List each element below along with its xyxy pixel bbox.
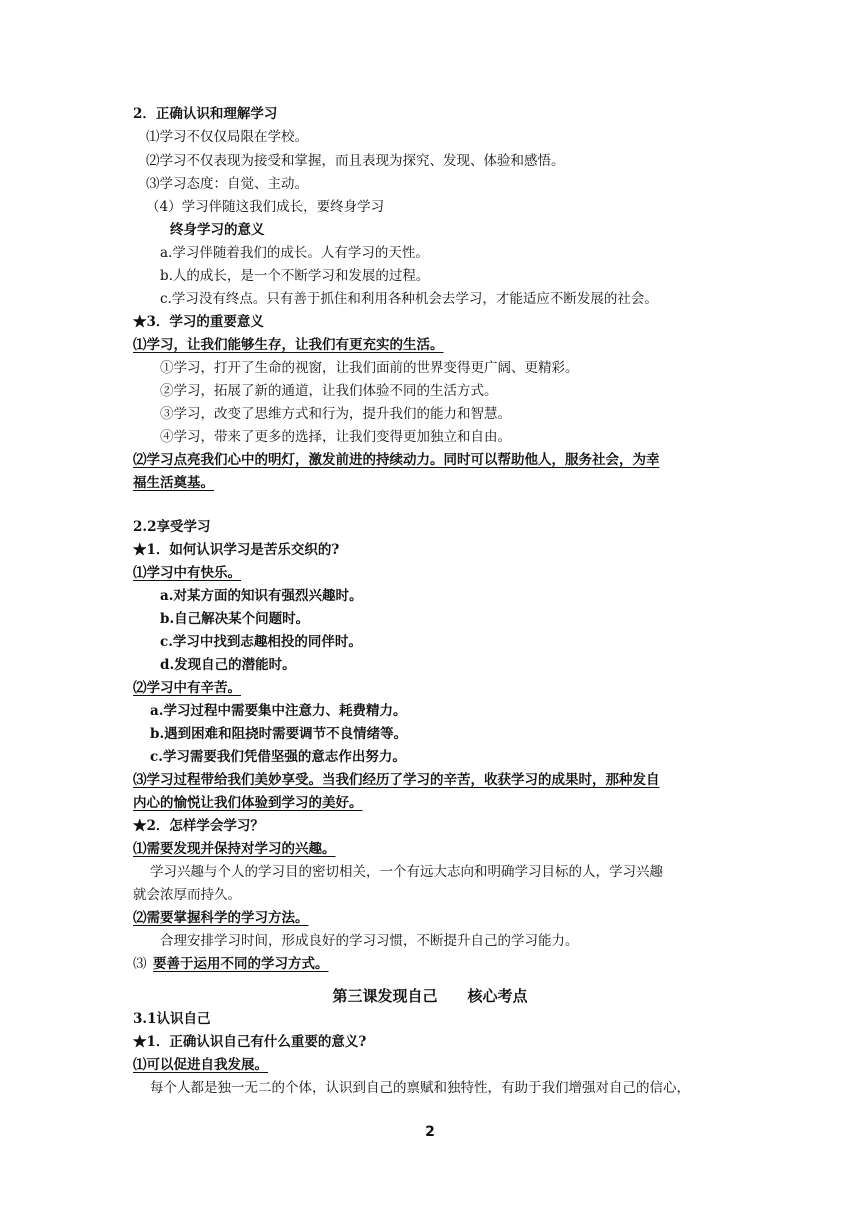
text-line: ①学习，打开了生命的视窗，让我们面前的世界变得更广阔、更精彩。: [160, 360, 579, 376]
text-line: ④学习，带来了更多的选择，让我们变得更加独立和自由。: [160, 429, 511, 445]
text-line: c.学习中找到志趣相投的同伴时。: [160, 634, 362, 650]
sub-heading: 终身学习的意义: [170, 222, 265, 238]
text-line: b.人的成长，是一个不断学习和发展的过程。: [160, 268, 430, 284]
text-line: 就会浓厚而持久。: [133, 887, 241, 903]
text-line: ③学习，改变了思维方式和行为，提升我们的能力和智慧。: [160, 406, 511, 422]
text-line: 合理安排学习时间，形成良好的学习习惯，不断提升自己的学习能力。: [160, 933, 579, 949]
text-line: b.自己解决某个问题时。: [160, 611, 310, 627]
key-point: ⑵学习点亮我们心中的明灯，激发前进的持续动力。同时可以帮助他人，服务社会，为幸: [133, 452, 660, 468]
text-line: ②学习，拓展了新的通道，让我们体验不同的生活方式。: [160, 383, 498, 399]
page-number: 2: [425, 1124, 435, 1140]
text-line: c.学习没有终点。只有善于抓住和利用各种机会去学习，才能适应不断发展的社会。: [160, 291, 658, 307]
key-point: 要善于运用不同的学习方式。: [153, 956, 329, 972]
key-point: ⑴学习中有快乐。: [133, 565, 241, 581]
text-line: a.学习过程中需要集中注意力、耗费精力。: [150, 703, 407, 719]
section-heading: ★3．学习的重要意义: [133, 314, 264, 330]
key-point: ⑴学习，让我们能够生存，让我们有更充实的生活。: [133, 337, 444, 353]
section-heading: 2．正确认识和理解学习: [133, 106, 278, 122]
text-line: 每个人都是独一无二的个体，认识到自己的禀赋和独特性，有助于我们增强对自己的信心，: [150, 1080, 690, 1096]
key-point: 内心的愉悦让我们体验到学习的美好。: [133, 795, 363, 811]
key-point: 福生活奠基。: [133, 475, 214, 491]
text-line: 学习兴趣与个人的学习目的密切相关，一个有远大志向和明确学习目标的人，学习兴趣: [150, 864, 663, 880]
text-line: （4）学习伴随这我们成长，要终身学习: [146, 199, 385, 215]
list-marker: ⑶: [133, 956, 147, 972]
text-line: a.对某方面的知识有强烈兴趣时。: [160, 588, 363, 604]
lesson-title: 第三课发现自己 核心考点: [332, 987, 528, 1005]
text-line: d.发现自己的潜能时。: [160, 657, 296, 673]
text-line: ⑵学习不仅表现为接受和掌握，而且表现为探究、发现、体验和感悟。: [146, 153, 565, 169]
key-point: ⑵需要掌握科学的学习方法。: [133, 910, 309, 926]
text-line: b.遇到困难和阻挠时需要调节不良情绪等。: [150, 726, 408, 742]
section-heading: ★2．怎样学会学习？: [133, 818, 264, 834]
section-heading: 3.1认识自己: [133, 1011, 211, 1027]
key-point: ⑴需要发现并保持对学习的兴趣。: [133, 841, 336, 857]
text-line: ⑶学习态度：自觉、主动。: [146, 176, 308, 192]
key-point: ⑴可以促进自我发展。: [133, 1057, 268, 1073]
text-line: c.学习需要我们凭借坚强的意志作出努力。: [150, 749, 406, 765]
section-heading: ★1．正确认识自己有什么重要的意义?: [133, 1034, 367, 1050]
key-point: ⑶学习过程带给我们美妙享受。当我们经历了学习的辛苦，收获学习的成果时，那种发自: [133, 772, 660, 788]
section-heading: 2.2享受学习: [133, 519, 211, 535]
text-line: a.学习伴随着我们的成长。人有学习的天性。: [160, 245, 429, 261]
text-line: ⑴学习不仅仅局限在学校。: [146, 129, 308, 145]
key-point: ⑵学习中有辛苦。: [133, 680, 241, 696]
section-heading: ★1．如何认识学习是苦乐交织的?: [133, 542, 340, 558]
